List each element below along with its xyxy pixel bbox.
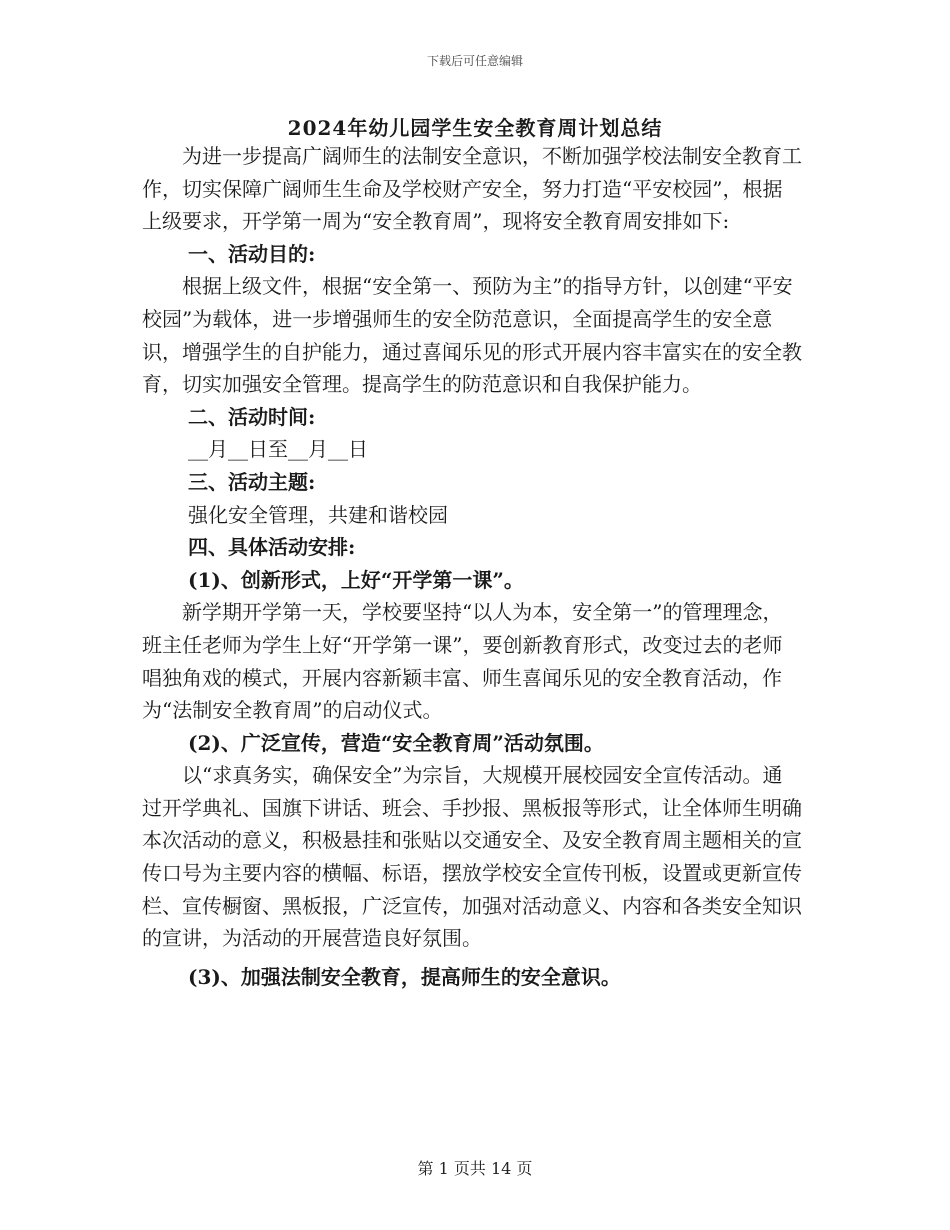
section-heading-arrangement: 四、具体活动安排: — [188, 535, 356, 560]
section-body-time: __月__日至__月__日 — [188, 437, 368, 462]
document-title: 2024年幼儿园学生安全教育周计划总结 — [287, 116, 663, 140]
section-heading-time: 二、活动时间: — [188, 404, 316, 429]
document-body — [142, 140, 802, 993]
section-heading-theme: 三、活动主题: — [188, 469, 316, 494]
item-heading-publicity: (2)、广泛宣传，营造“安全教育周”活动氛围。 — [188, 730, 604, 755]
item-body-first-lesson: 新学期开学第一天，学校要坚持“以人为本，安全第一”的管理理念，班主任老师为学生上好“开学第一课”，要创新教育形式，改变过去的老师唱独角戏的模式，开展内容新颖丰富、师生喜闻乐见的安全教育活动，作为“法制安全教育周”的启动仪式。 — [142, 600, 783, 723]
item-heading-first-lesson: (1)、创新形式，上好“开学第一课”。 — [188, 567, 524, 592]
section-heading-purpose: 一、活动目的: — [188, 241, 316, 266]
intro-paragraph: 为进一步提高广阔师生的法制安全意识，不断加强学校法制安全教育工作，切实保障广阔师生生命及学校财产安全，努力打造“平安校园”，根据上级要求，开学第一周为“安全教育周”，现将安全教育周安排如下: — [142, 144, 802, 234]
page-footer: 第 1 页共 14 页 — [417, 1159, 533, 1178]
section-body-theme: 强化安全管理，共建和谐校园 — [188, 502, 448, 527]
item-heading-legal-education: (3)、加强法制安全教育，提高师生的安全意识。 — [188, 964, 621, 989]
section-body-purpose: 根据上级文件，根据“安全第一、预防为主”的指导方针，以创建“平安校园”为载体，进一步增强师生的安全防范意识，全面提高学生的安全意识，增强学生的自护能力，通过喜闻乐见的形式开展内容丰富实在的安全教育，切实加强安全管理。提高学生的防范意识和自我保护能力。 — [142, 274, 802, 397]
item-body-publicity: 以“求真务实，确保安全”为宗旨，大规模开展校园安全宣传活动。通过开学典礼、国旗下讲话、班会、手抄报、黑板报等形式，让全体师生明确本次活动的意义，积极悬挂和张贴以交通安全、及安全教育周主题相关的宣传口号为主要内容的横幅、标语，摆放学校安全宣传刊板，设置或更新宣传栏、宣传橱窗、黑板报，广泛宣传，加强对活动意义、内容和各类安全知识的宣讲，为活动的开展营造良好氛围。 — [142, 763, 802, 951]
header-note: 下载后可任意编辑 — [426, 54, 523, 68]
